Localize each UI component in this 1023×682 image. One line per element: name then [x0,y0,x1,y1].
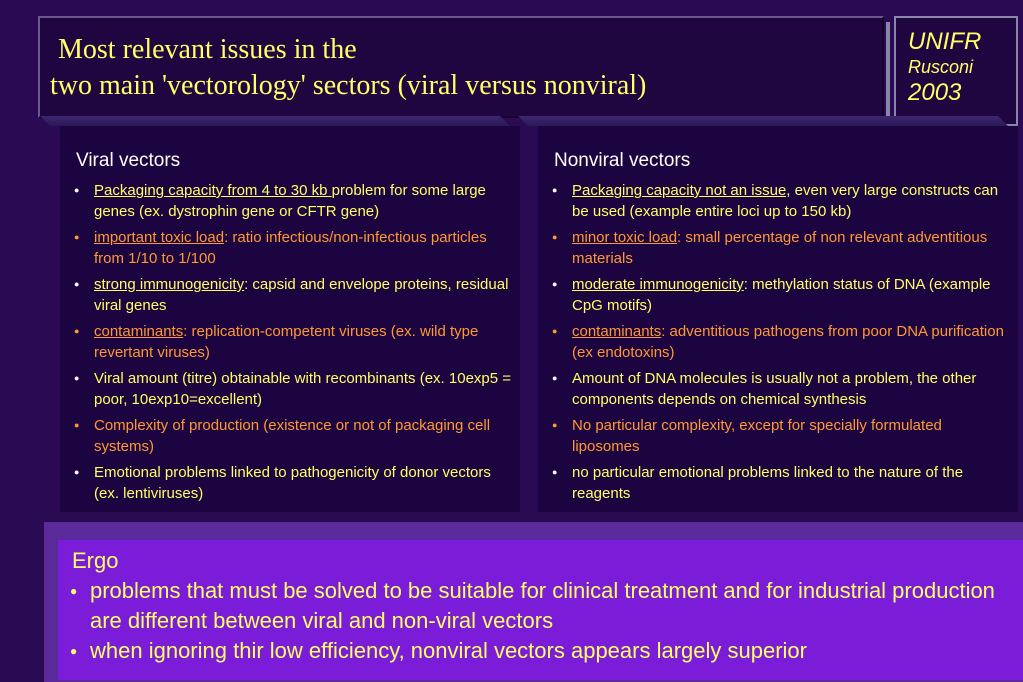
title-line-1: Most relevant issues in the [58,34,357,65]
viral-item-4-key: contaminants [94,323,184,340]
ergo-list [70,576,1013,666]
viral-item-3-key: strong immunogenicity [94,276,245,293]
nonviral-item-3-key: moderate immunogenicity [572,276,744,293]
brand-org: UNIFR [908,28,982,55]
ergo-box [58,540,1023,680]
nonviral-item-1-key: Packaging capacity not an issue, [572,182,791,199]
viral-heading: Viral vectors [76,150,181,171]
viral-item-1-key: Packaging capacity from 4 to 30 kb [94,182,332,199]
brand-text [908,28,981,108]
nonviral-item-6-text: No particular complexity, except for specially formulated liposomes [572,417,942,455]
nonviral-item-3-text: : methylation status of DNA (example CpG motifs) [572,276,991,314]
slide-title [50,32,646,104]
viral-item-6-text: Complexity of production (existence or not of packaging cell systems) [94,417,491,455]
nonviral-item-1 [550,180,1010,222]
nonviral-item-2-text: : small percentage of non relevant adventitious materials [572,229,988,267]
brand-year: 2003 [908,79,962,106]
nonviral-item-6 [550,415,1010,457]
viral-list [72,180,512,509]
brand-author: Rusconi [908,57,974,77]
nonviral-item-7 [550,462,1010,504]
nonviral-item-2 [550,227,1010,269]
nonviral-heading: Nonviral vectors [554,150,691,171]
nonviral-item-4-text: : adventitious pathogens from poor DNA purification (ex endotoxins) [572,323,1004,361]
viral-item-2-key: important toxic load [94,229,225,246]
nonviral-item-1-text: even very large constructs can be used (example entire loci up to 150 kb) [572,182,999,220]
viral-item-5 [72,368,512,410]
nonviral-list [550,180,1010,509]
viral-item-2-text: : ratio infectious/non-infectious particles from 1/10 to 1/100 [94,229,487,267]
viral-item-3 [72,274,512,316]
nonviral-item-7-text: no particular emotional problems linked to the nature of the reagents [572,464,964,502]
nonviral-item-5-text: Amount of DNA molecules is usually not a problem, the other components depends on chemical synthesis [572,370,977,408]
viral-item-7 [72,462,512,504]
viral-item-1 [72,180,512,222]
nonviral-item-2-key: minor toxic load [572,229,678,246]
nonviral-item-3 [550,274,1010,316]
viral-item-1-text: problem for some large genes (ex. dystrophin gene or CFTR gene) [94,182,486,220]
viral-item-6 [72,415,512,457]
viral-item-5-text: Viral amount (titre) obtainable with recombinants (ex. 10exp5 = poor, 10exp10=excellent) [94,370,512,408]
ergo-item-1: ● problems that must be solved to be suitable for clinical treatment and for industrial production are different between viral and non-viral vectors [70,576,1013,636]
viral-item-2 [72,227,512,269]
title-line-2: two main 'vectorology' sectors (viral versus nonviral) [50,70,647,101]
nonviral-item-4 [550,321,1010,363]
brand-box [894,16,1018,126]
viral-item-7-text: Emotional problems linked to pathogenicity of donor vectors (ex. lentiviruses) [94,464,491,502]
ergo-item-2: ● when ignoring thir low efficiency, nonviral vectors appears largely superior [70,636,1013,666]
viral-item-4-text: : replication-competent viruses (ex. wild type revertant viruses) [94,323,479,361]
viral-item-3-text: : capsid and envelope proteins, residual viral genes [94,276,509,314]
nonviral-vectors-panel [538,126,1018,512]
viral-vectors-panel [60,126,520,512]
nonviral-item-5 [550,368,1010,410]
nonviral-item-4-key: contaminants [572,323,662,340]
title-box [38,16,884,118]
ergo-heading: Ergo [72,548,119,573]
viral-item-4 [72,321,512,363]
